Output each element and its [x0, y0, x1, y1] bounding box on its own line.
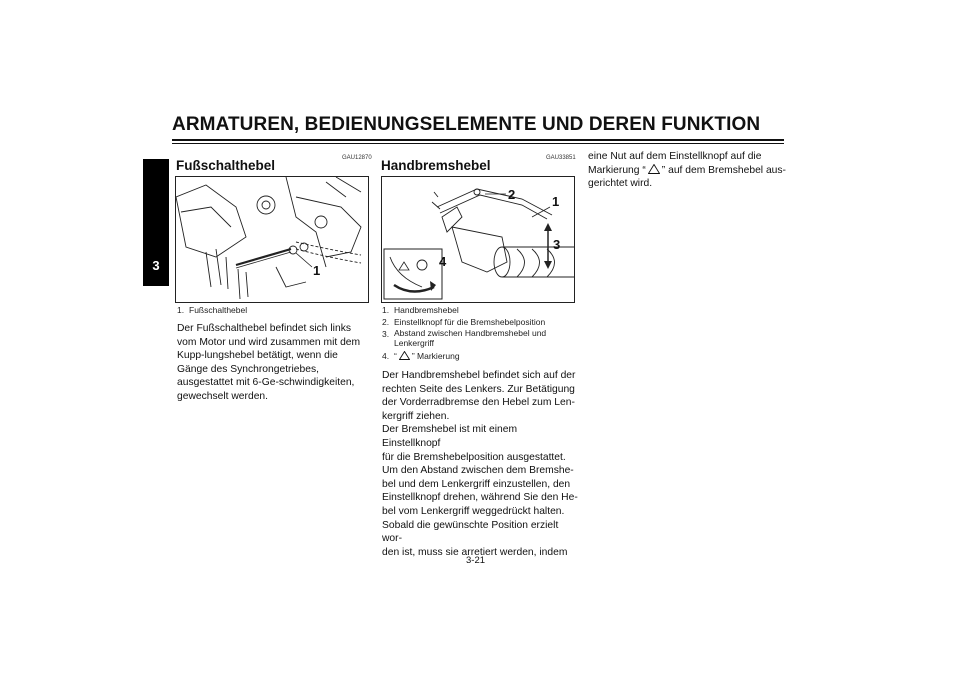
body-line — [588, 164, 788, 178]
section-title-brake-lever: Handbremshebel — [381, 158, 491, 173]
body-line: bel und dem Lenkergriff einzustellen, den — [382, 478, 571, 490]
body-line: der Vorderradbremse den Hebel zum Len- — [382, 397, 575, 409]
brake-lever-illustration — [382, 177, 574, 302]
figure-callout-2: 2 — [508, 187, 516, 202]
body-line: den ist, muss sie arretiert werden, indem — [382, 546, 568, 558]
section-title-shift-pedal: Fußschalthebel — [176, 158, 276, 173]
section-code: GAU33851 — [546, 155, 576, 161]
body-line: eine Nut auf dem Einstellknopf auf die — [588, 151, 762, 162]
figure-callout-1: 1 — [552, 194, 560, 209]
body-line: rechten Seite des Lenkers. Zur Betätigung — [382, 383, 575, 395]
header-rule — [172, 139, 784, 141]
caption-item — [177, 304, 367, 316]
caption-item — [382, 304, 574, 316]
page-header-title: ARMATUREN, BEDIENUNGSELEMENTE UND DEREN FUNKTION — [172, 114, 761, 135]
brake-lever-caption — [382, 304, 574, 362]
shift-pedal-illustration — [176, 177, 368, 302]
shift-pedal-figure — [175, 176, 369, 303]
triangle-mark-icon — [648, 164, 660, 174]
caption-num: 3. — [382, 329, 390, 339]
body-line: kergriff ziehen. — [382, 410, 450, 422]
caption-quote-close: ” Markierung — [411, 351, 460, 361]
caption-text: Handbremshebel — [394, 305, 459, 315]
header-rule-thin — [172, 143, 784, 144]
body-line: Um den Abstand zwischen dem Bremshe- — [382, 465, 574, 477]
continuation-text — [588, 150, 788, 191]
caption-num: 1. — [177, 305, 185, 315]
caption-item — [382, 316, 574, 328]
caption-num: 4. — [382, 351, 390, 361]
caption-item — [382, 350, 574, 362]
brake-lever-figure — [381, 176, 575, 303]
caption-text: Abstand zwischen Handbremshebel und Lenkergriff — [394, 328, 547, 348]
body-line: Der Handbremshebel befindet sich auf der — [382, 370, 576, 381]
figure-callout-3: 3 — [553, 237, 561, 252]
chapter-number: 3 — [152, 258, 160, 273]
body-line: gerichtet wird. — [588, 178, 653, 190]
triangle-mark-icon — [399, 351, 410, 360]
chapter-tab — [143, 159, 169, 286]
page-number: 3-21 — [466, 555, 486, 566]
caption-num: 2. — [382, 317, 390, 327]
section-code: GAU12870 — [342, 155, 372, 161]
body-line: Sobald die gewünschte Position erzielt wor- — [382, 519, 559, 545]
figure-callout-4: 4 — [439, 254, 447, 269]
body-line: Einstellknopf drehen, während Sie den He- — [382, 492, 578, 504]
caption-text: Einstellknopf für die Bremshebelposition — [394, 317, 546, 327]
caption-quote-open: “ — [394, 351, 397, 361]
caption-text: Fußschalthebel — [189, 305, 248, 315]
body-line: Der Bremshebel ist mit einem Einstellknopf — [382, 424, 518, 449]
figure-callout-1: 1 — [313, 263, 321, 278]
caption-text — [394, 350, 460, 362]
text-after-mark: ” auf dem Bremshebel aus- — [661, 164, 786, 176]
body-line: für die Bremshebelposition ausgestattet. — [382, 451, 566, 463]
caption-item — [382, 328, 574, 348]
text-before-mark: Markierung “ — [588, 164, 646, 176]
shift-pedal-caption — [177, 304, 367, 316]
shift-pedal-body-text: Der Fußschalthebel befindet sich links vom Motor und wird zusammen mit dem Kupp-lungshebel betätigt, wenn die Gänge des Synchrongetriebes, ausgestattet mit 6-Ge-schwindigkeiten, gewechselt werden. — [177, 323, 361, 402]
brake-lever-body-text — [382, 369, 578, 559]
caption-num: 1. — [382, 305, 390, 315]
body-line: bel vom Lenkergriff weggedrückt halten. — [382, 505, 565, 517]
